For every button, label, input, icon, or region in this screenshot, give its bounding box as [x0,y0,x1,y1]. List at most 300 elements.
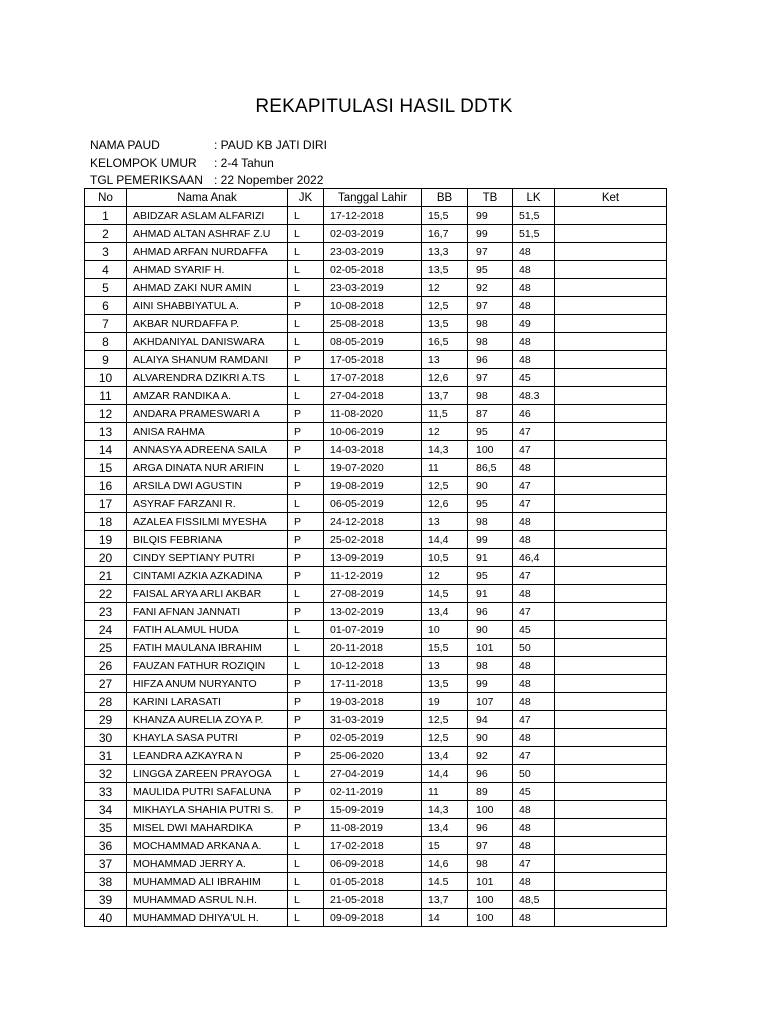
info-block [90,137,327,190]
cell-name: FANI AFNAN JANNATI [127,603,288,621]
cell-height: 95 [468,495,513,513]
cell-gender: L [288,261,324,279]
cell-height: 98 [468,855,513,873]
cell-name: KHANZA AURELIA ZOYA P. [127,711,288,729]
cell-birth-date: 21-05-2018 [324,891,422,909]
cell-head-circumference: 47 [513,441,555,459]
table-row [85,477,667,495]
cell-head-circumference: 48.3 [513,387,555,405]
cell-notes [555,675,667,693]
cell-weight: 12 [422,423,468,441]
cell-weight: 12,5 [422,711,468,729]
cell-head-circumference: 48 [513,333,555,351]
cell-height: 97 [468,297,513,315]
cell-gender: P [288,693,324,711]
table-row [85,819,667,837]
cell-no: 29 [85,711,127,729]
cell-weight: 13,5 [422,315,468,333]
cell-weight: 15,5 [422,207,468,225]
cell-gender: P [288,729,324,747]
cell-birth-date: 17-07-2018 [324,369,422,387]
cell-gender: L [288,855,324,873]
cell-name: ALAIYA SHANUM RAMDANI [127,351,288,369]
info-row-exam-date [90,172,327,190]
cell-notes [555,747,667,765]
cell-birth-date: 17-11-2018 [324,675,422,693]
cell-no: 32 [85,765,127,783]
cell-height: 92 [468,279,513,297]
cell-height: 97 [468,369,513,387]
cell-height: 96 [468,603,513,621]
table-row [85,837,667,855]
cell-name: MAULIDA PUTRI SAFALUNA [127,783,288,801]
header-name: Nama Anak [127,189,288,207]
cell-notes [555,423,667,441]
cell-birth-date: 11-08-2020 [324,405,422,423]
cell-head-circumference: 45 [513,621,555,639]
cell-head-circumference: 47 [513,567,555,585]
cell-birth-date: 08-05-2019 [324,333,422,351]
cell-weight: 10 [422,621,468,639]
cell-no: 20 [85,549,127,567]
info-label: KELOMPOK UMUR [90,155,197,170]
table-row [85,441,667,459]
table-row [85,405,667,423]
table-header-row [85,189,667,207]
cell-birth-date: 25-02-2018 [324,531,422,549]
cell-birth-date: 06-09-2018 [324,855,422,873]
cell-birth-date: 02-11-2019 [324,783,422,801]
cell-name: ARGA DINATA NUR ARIFIN [127,459,288,477]
cell-birth-date: 27-04-2018 [324,387,422,405]
cell-height: 96 [468,819,513,837]
cell-head-circumference: 48 [513,279,555,297]
cell-weight: 10,5 [422,549,468,567]
cell-no: 37 [85,855,127,873]
cell-notes [555,765,667,783]
cell-weight: 12,5 [422,477,468,495]
cell-name: LEANDRA AZKAYRA N [127,747,288,765]
cell-notes [555,603,667,621]
cell-weight: 12,5 [422,297,468,315]
cell-weight: 14 [422,909,468,927]
cell-gender: P [288,531,324,549]
cell-height: 99 [468,207,513,225]
table-row [85,765,667,783]
cell-no: 11 [85,387,127,405]
cell-notes [555,531,667,549]
cell-birth-date: 24-12-2018 [324,513,422,531]
cell-birth-date: 27-08-2019 [324,585,422,603]
table-row [85,315,667,333]
cell-no: 24 [85,621,127,639]
cell-name: LINGGA ZAREEN PRAYOGA [127,765,288,783]
cell-notes [555,297,667,315]
cell-name: MUHAMMAD ASRUL N.H. [127,891,288,909]
cell-no: 10 [85,369,127,387]
cell-head-circumference: 48 [513,297,555,315]
cell-head-circumference: 48 [513,351,555,369]
cell-no: 2 [85,225,127,243]
table-row [85,783,667,801]
cell-gender: L [288,495,324,513]
cell-name: MUHAMMAD DHIYA'UL H. [127,909,288,927]
cell-no: 1 [85,207,127,225]
cell-notes [555,279,667,297]
cell-gender: P [288,513,324,531]
cell-notes [555,567,667,585]
cell-height: 95 [468,567,513,585]
cell-gender: P [288,675,324,693]
table-row [85,855,667,873]
cell-weight: 13,7 [422,891,468,909]
cell-gender: L [288,369,324,387]
table-row [85,801,667,819]
cell-height: 98 [468,333,513,351]
cell-name: AHMAD ALTAN ASHRAF Z.U [127,225,288,243]
cell-birth-date: 23-03-2019 [324,279,422,297]
cell-height: 98 [468,387,513,405]
cell-height: 89 [468,783,513,801]
table-row [85,873,667,891]
cell-birth-date: 01-05-2018 [324,873,422,891]
cell-birth-date: 19-08-2019 [324,477,422,495]
table-row [85,261,667,279]
cell-name: CINDY SEPTIANY PUTRI [127,549,288,567]
cell-head-circumference: 48 [513,693,555,711]
cell-head-circumference: 46 [513,405,555,423]
cell-height: 95 [468,423,513,441]
cell-height: 97 [468,837,513,855]
cell-birth-date: 19-03-2018 [324,693,422,711]
info-value: : PAUD KB JATI DIRI [214,138,327,152]
table-row [85,585,667,603]
cell-notes [555,369,667,387]
cell-name: AMZAR RANDIKA A. [127,387,288,405]
cell-notes [555,315,667,333]
cell-gender: L [288,891,324,909]
cell-name: MISEL DWI MAHARDIKA [127,819,288,837]
cell-gender: L [288,585,324,603]
cell-name: CINTAMI AZKIA AZKADINA [127,567,288,585]
table-row [85,243,667,261]
cell-weight: 14,4 [422,765,468,783]
cell-height: 101 [468,639,513,657]
cell-weight: 13,4 [422,603,468,621]
cell-head-circumference: 48 [513,585,555,603]
cell-name: FATIH MAULANA IBRAHIM [127,639,288,657]
cell-head-circumference: 48 [513,675,555,693]
cell-no: 26 [85,657,127,675]
cell-weight: 15,5 [422,639,468,657]
page-title: REKAPITULASI HASIL DDTK [255,96,513,117]
cell-no: 6 [85,297,127,315]
table-row [85,513,667,531]
cell-head-circumference: 48 [513,657,555,675]
cell-notes [555,639,667,657]
cell-birth-date: 10-12-2018 [324,657,422,675]
cell-birth-date: 13-09-2019 [324,549,422,567]
cell-no: 23 [85,603,127,621]
cell-weight: 13,5 [422,261,468,279]
cell-gender: L [288,243,324,261]
cell-name: AZALEA FISSILMI MYESHA [127,513,288,531]
cell-birth-date: 31-03-2019 [324,711,422,729]
cell-notes [555,387,667,405]
cell-gender: L [288,873,324,891]
cell-head-circumference: 50 [513,765,555,783]
cell-notes [555,657,667,675]
cell-height: 90 [468,477,513,495]
cell-name: ANDARA PRAMESWARI A [127,405,288,423]
cell-weight: 14,3 [422,441,468,459]
table-row [85,207,667,225]
cell-height: 100 [468,909,513,927]
cell-gender: L [288,639,324,657]
cell-head-circumference: 48 [513,837,555,855]
cell-height: 98 [468,513,513,531]
cell-notes [555,621,667,639]
cell-weight: 12,6 [422,369,468,387]
cell-notes [555,351,667,369]
cell-birth-date: 23-03-2019 [324,243,422,261]
cell-height: 99 [468,225,513,243]
cell-weight: 12,5 [422,729,468,747]
cell-birth-date: 17-12-2018 [324,207,422,225]
cell-gender: P [288,441,324,459]
table-row [85,333,667,351]
cell-notes [555,513,667,531]
cell-no: 36 [85,837,127,855]
cell-weight: 12,6 [422,495,468,513]
cell-head-circumference: 45 [513,783,555,801]
cell-notes [555,477,667,495]
cell-weight: 19 [422,693,468,711]
cell-notes [555,711,667,729]
cell-name: MOHAMMAD JERRY A. [127,855,288,873]
cell-weight: 13 [422,513,468,531]
cell-weight: 12 [422,567,468,585]
cell-notes [555,819,667,837]
cell-height: 86,5 [468,459,513,477]
cell-head-circumference: 50 [513,639,555,657]
cell-name: AHMAD ZAKI NUR AMIN [127,279,288,297]
cell-name: MOCHAMMAD ARKANA A. [127,837,288,855]
table-row [85,369,667,387]
table-row [85,729,667,747]
cell-notes [555,225,667,243]
cell-name: MUHAMMAD ALI IBRAHIM [127,873,288,891]
cell-gender: L [288,765,324,783]
cell-birth-date: 13-02-2019 [324,603,422,621]
cell-birth-date: 25-06-2020 [324,747,422,765]
cell-name: FAUZAN FATHUR ROZIQIN [127,657,288,675]
cell-name: ALVARENDRA DZIKRI A.TS [127,369,288,387]
table-row [85,693,667,711]
cell-name: ARSILA DWI AGUSTIN [127,477,288,495]
cell-gender: L [288,657,324,675]
cell-head-circumference: 48 [513,801,555,819]
cell-head-circumference: 48 [513,459,555,477]
table-row [85,891,667,909]
table-row [85,567,667,585]
header-gender: JK [288,189,324,207]
table-row [85,549,667,567]
cell-birth-date: 19-07-2020 [324,459,422,477]
cell-no: 40 [85,909,127,927]
cell-notes [555,495,667,513]
cell-notes [555,873,667,891]
cell-notes [555,441,667,459]
cell-birth-date: 09-09-2018 [324,909,422,927]
cell-no: 7 [85,315,127,333]
cell-name: AHMAD SYARIF H. [127,261,288,279]
cell-weight: 11 [422,459,468,477]
cell-name: AKBAR NURDAFFA P. [127,315,288,333]
cell-birth-date: 02-03-2019 [324,225,422,243]
table-row [85,621,667,639]
cell-gender: L [288,279,324,297]
cell-notes [555,891,667,909]
cell-height: 90 [468,621,513,639]
cell-birth-date: 02-05-2019 [324,729,422,747]
cell-weight: 14.5 [422,873,468,891]
table-row [85,531,667,549]
cell-no: 5 [85,279,127,297]
cell-height: 96 [468,351,513,369]
cell-gender: L [288,459,324,477]
cell-head-circumference: 47 [513,423,555,441]
cell-height: 97 [468,243,513,261]
info-row-paud [90,137,327,155]
cell-birth-date: 14-03-2018 [324,441,422,459]
cell-head-circumference: 47 [513,603,555,621]
cell-birth-date: 11-12-2019 [324,567,422,585]
table-row [85,639,667,657]
cell-birth-date: 01-07-2019 [324,621,422,639]
table-row [85,459,667,477]
cell-head-circumference: 48 [513,819,555,837]
cell-head-circumference: 47 [513,477,555,495]
cell-name: KHAYLA SASA PUTRI [127,729,288,747]
cell-height: 91 [468,549,513,567]
cell-head-circumference: 46,4 [513,549,555,567]
table-row [85,495,667,513]
cell-birth-date: 20-11-2018 [324,639,422,657]
cell-notes [555,909,667,927]
cell-birth-date: 02-05-2018 [324,261,422,279]
table-row [85,297,667,315]
table-row [85,675,667,693]
cell-name: AINI SHABBIYATUL A. [127,297,288,315]
cell-head-circumference: 48 [513,531,555,549]
cell-name: AHMAD ARFAN NURDAFFA [127,243,288,261]
cell-no: 14 [85,441,127,459]
info-label: TGL PEMERIKSAAN [90,173,203,187]
cell-birth-date: 25-08-2018 [324,315,422,333]
cell-notes [555,837,667,855]
cell-weight: 13,7 [422,387,468,405]
cell-gender: P [288,819,324,837]
table-row [85,387,667,405]
cell-birth-date: 15-09-2019 [324,801,422,819]
cell-no: 8 [85,333,127,351]
cell-gender: L [288,315,324,333]
cell-name: FATIH ALAMUL HUDA [127,621,288,639]
header-no: No [85,189,127,207]
cell-notes [555,783,667,801]
cell-head-circumference: 48 [513,261,555,279]
cell-head-circumference: 48 [513,243,555,261]
cell-height: 92 [468,747,513,765]
cell-weight: 14,4 [422,531,468,549]
recap-table [84,188,667,927]
cell-gender: L [288,837,324,855]
cell-gender: P [288,567,324,585]
cell-birth-date: 11-08-2019 [324,819,422,837]
cell-head-circumference: 51,5 [513,225,555,243]
info-value: : 22 Nopember 2022 [214,173,324,187]
cell-weight: 16,5 [422,333,468,351]
cell-head-circumference: 45 [513,369,555,387]
cell-height: 94 [468,711,513,729]
cell-weight: 12 [422,279,468,297]
table-row [85,279,667,297]
cell-head-circumference: 47 [513,495,555,513]
cell-weight: 13,5 [422,675,468,693]
cell-gender: L [288,621,324,639]
cell-birth-date: 06-05-2019 [324,495,422,513]
cell-no: 17 [85,495,127,513]
cell-height: 98 [468,657,513,675]
cell-name: AKHDANIYAL DANISWARA [127,333,288,351]
cell-no: 12 [85,405,127,423]
cell-no: 3 [85,243,127,261]
cell-notes [555,261,667,279]
cell-weight: 11,5 [422,405,468,423]
cell-head-circumference: 47 [513,711,555,729]
cell-head-circumference: 48 [513,513,555,531]
cell-name: ASYRAF FARZANI R. [127,495,288,513]
cell-name: FAISAL ARYA ARLI AKBAR [127,585,288,603]
cell-gender: P [288,477,324,495]
cell-height: 95 [468,261,513,279]
cell-head-circumference: 48 [513,873,555,891]
cell-no: 34 [85,801,127,819]
info-label: NAMA PAUD [90,138,160,152]
cell-height: 101 [468,873,513,891]
cell-height: 98 [468,315,513,333]
cell-notes [555,243,667,261]
cell-notes [555,729,667,747]
cell-head-circumference: 48 [513,729,555,747]
cell-birth-date: 17-02-2018 [324,837,422,855]
cell-height: 100 [468,801,513,819]
cell-no: 33 [85,783,127,801]
cell-name: ANNASYA ADREENA SAILA [127,441,288,459]
cell-gender: L [288,387,324,405]
cell-weight: 14,6 [422,855,468,873]
cell-weight: 14,3 [422,801,468,819]
cell-weight: 13,4 [422,747,468,765]
cell-gender: P [288,297,324,315]
cell-height: 100 [468,441,513,459]
cell-notes [555,207,667,225]
cell-notes [555,549,667,567]
cell-notes [555,693,667,711]
header-weight: BB [422,189,468,207]
cell-height: 90 [468,729,513,747]
